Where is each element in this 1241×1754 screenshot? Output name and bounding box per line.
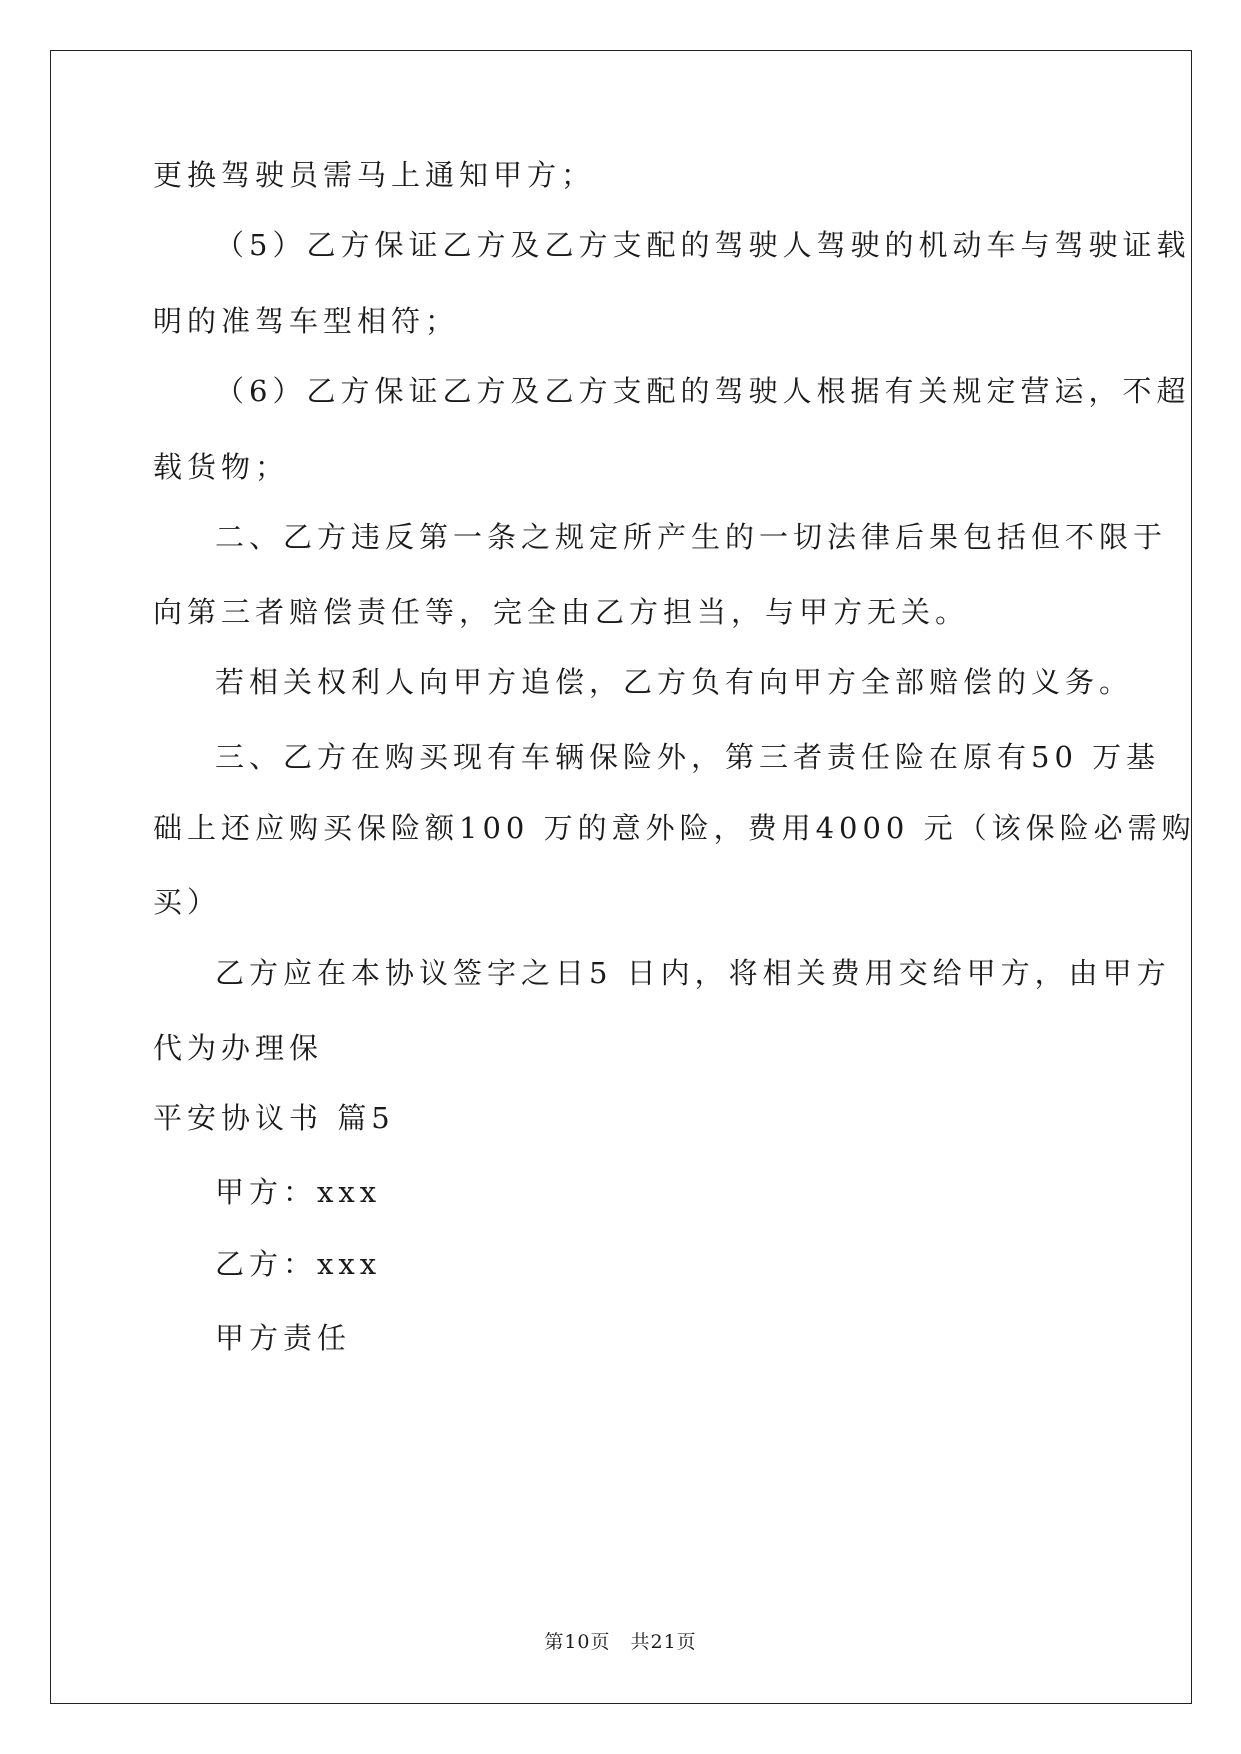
text-line: 甲方责任 <box>215 1321 352 1355</box>
text-line: 乙方：xxx <box>215 1247 382 1281</box>
text-line: 明的准驾车型相符； <box>153 304 460 338</box>
page-number-footer: 第10页 共21页 <box>544 1631 697 1653</box>
text-line: 向第三者赔偿责任等，完全由乙方担当，与甲方无关。 <box>153 595 970 629</box>
text-line: 代为办理保 <box>153 1031 324 1065</box>
text-line: 三、乙方在购买现有车辆保险外，第三者责任险在原有50 万基 <box>215 740 1161 774</box>
text-line: 乙方应在本协议签字之日5 日内，将相关费用交给甲方，由甲方 <box>215 956 1171 990</box>
text-line: （5）乙方保证乙方及乙方支配的驾驶人驾驶的机动车与驾驶证载 <box>215 228 1191 262</box>
text-line: 买） <box>153 885 222 919</box>
text-line: 若相关权利人向甲方追偿，乙方负有向甲方全部赔偿的义务。 <box>215 665 1134 699</box>
text-line: 更换驾驶员需马上通知甲方； <box>153 158 596 192</box>
page-border <box>50 50 1192 1704</box>
section-heading: 平安协议书 篇5 <box>153 1101 395 1135</box>
text-line: 础上还应购买保险额100 万的意外险，费用4000 元（该保险必需购 <box>153 811 1196 845</box>
text-line: 二、乙方违反第一条之规定所产生的一切法律后果包括但不限于 <box>215 520 1168 554</box>
text-line: 甲方：xxx <box>215 1175 382 1209</box>
text-line: 载货物； <box>153 450 290 484</box>
text-line: （6）乙方保证乙方及乙方支配的驾驶人根据有关规定营运，不超 <box>215 374 1191 408</box>
